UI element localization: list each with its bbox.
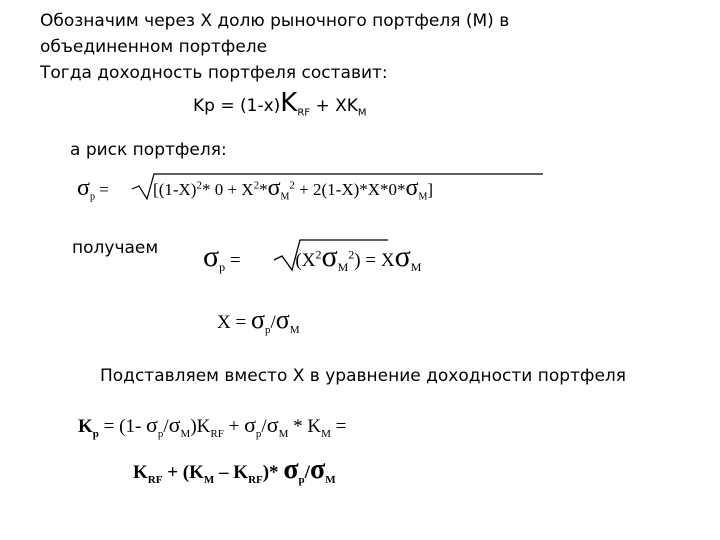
m-sub: M [321,427,331,440]
sigma-p: σ [77,175,90,201]
sigma-p-sub: p [157,427,164,440]
formula-return-k: K [280,88,298,118]
risk-body-2: * 0 + X [201,180,254,199]
final2-minus: – K [214,462,249,483]
sigma-p-2-sub: p [255,427,262,440]
sigma-m-2-sub: M [410,259,422,274]
result-open: (X [295,250,316,271]
rf-sub: RF [147,473,163,486]
slash: / [304,462,310,483]
slash-2: / [261,416,267,437]
sigma-m-2-sub: M [418,191,428,203]
final1-times: * K [288,416,322,437]
rf-sub-2: RF [248,473,263,486]
formula-portfolio-risk [77,175,433,202]
sigma-m: σ [321,240,338,273]
sigma-m-sub: M [280,191,290,203]
equals: = [225,250,246,271]
slash: / [163,416,169,437]
result-close: ) = X [354,250,395,271]
risk-exp-3: 2 [289,179,295,192]
sigma-p: σ [283,454,299,485]
sigma-m-sub: M [337,259,349,274]
intro-line-3: Тогда доходность портфеля составит: [40,63,388,83]
k-p-sub: p [92,427,99,440]
sigma-m-sub: M [289,323,300,336]
formula-return-left: Kp = (1-x) [193,96,281,116]
sigma-p-sub: p [89,191,95,203]
risk-exp-2: 2 [253,179,260,192]
sigma-m-sub: M [325,473,336,486]
formula-x [217,305,300,335]
sigma-m: σ [309,454,326,485]
risk-body-3: * [259,180,268,199]
intro-line-1: Обозначим через Х долю рыночного портфеля (М) в [40,11,510,31]
risk-exp-1: 2 [196,179,202,192]
k-letter: K [78,416,93,437]
sigma-m: σ [275,305,290,334]
formula-return-m: M [357,107,367,119]
risk-label: а риск портфеля: [70,140,227,160]
sigma-m-2: σ [405,175,419,201]
result-exp-2: 2 [348,247,355,262]
risk-close: ] [427,180,434,199]
sigma-p: σ [250,305,265,334]
sigma-m: σ [168,412,181,437]
sigma-m: σ [267,175,281,201]
sigma-m-sub: M [180,427,191,440]
equals: = [94,180,114,199]
final2-part2: )* [262,462,284,483]
sigma-p-sub: p [264,323,271,336]
k-p [78,416,99,440]
sigma-m-2: σ [394,240,411,273]
formula-portfolio-return [193,88,367,118]
get-label: получаем [72,238,159,258]
result-exp-1: 2 [315,247,322,262]
x-lhs: X = [217,312,251,333]
sigma-p: σ [203,240,220,273]
risk-body-4: + 2(1-X)*X*0* [294,180,406,199]
sigma-m-2-sub: M [278,427,289,440]
intro-line-2: объединенном портфеле [40,37,268,57]
sigma-p-2: σ [244,412,256,437]
sigma-p-sub: p [298,473,305,486]
k-rf: K [133,462,148,483]
formula-return-mid: + XK [310,96,358,116]
formula-final-2 [133,454,336,486]
final1-part1: = (1- [98,416,147,437]
m-sub: M [203,473,215,486]
risk-body-1: [(1-X) [153,180,197,199]
final1-part2: )K [190,416,211,437]
sigma-p: σ [146,412,158,437]
final1-plus: + [223,416,245,437]
sigma-m-2: σ [266,412,279,437]
rf-sub: RF [210,427,224,440]
slash: / [270,312,276,333]
formula-return-rf: RF [297,107,311,119]
sigma-p-sub: p [219,259,226,274]
substitute-text: Подставляем вместо Х в уравнение доходности портфеля [100,366,627,386]
final2-part1: + (K [162,462,204,483]
final1-eq: = [330,416,347,437]
formula-risk-result [203,240,421,274]
intro-text [40,8,509,86]
formula-final-1 [78,412,346,438]
